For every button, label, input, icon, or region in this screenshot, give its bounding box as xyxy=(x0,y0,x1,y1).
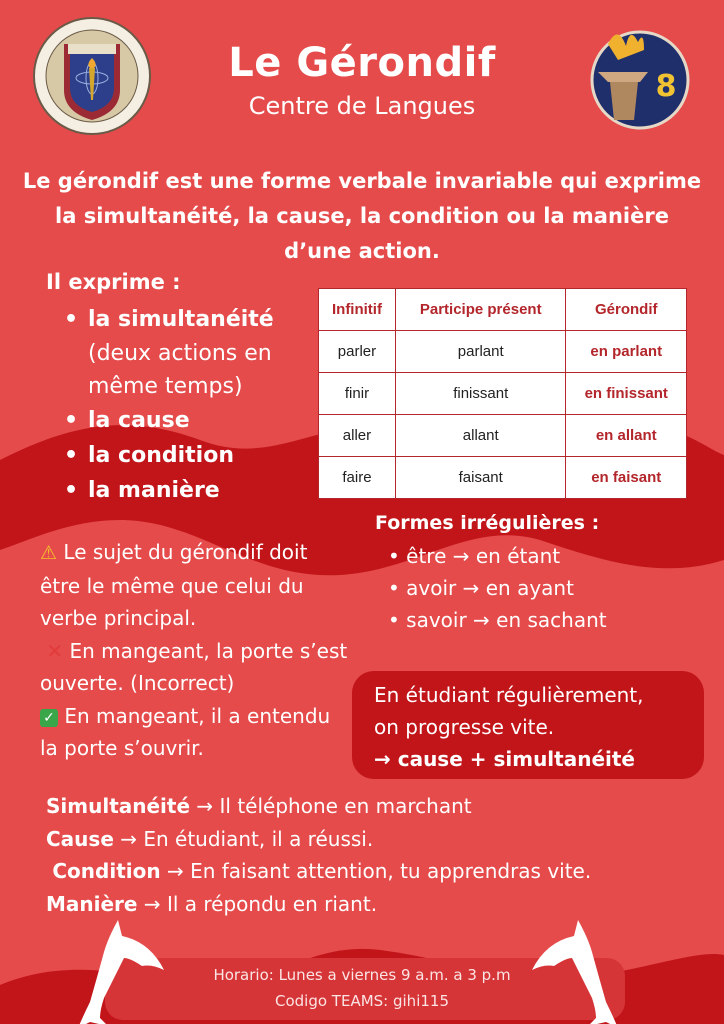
conjugation-table xyxy=(318,288,687,499)
poster-subtitle: Centre de Langues xyxy=(248,92,476,120)
usage-example xyxy=(46,823,591,856)
example-result: → cause + simultanéité xyxy=(374,747,635,771)
exprime-item xyxy=(58,403,318,438)
gerondif-cell: en parlant xyxy=(566,331,687,373)
participe-cell: allant xyxy=(395,415,566,457)
gerondif-cell: en faisant xyxy=(566,457,687,499)
right-logo-number: 8 xyxy=(655,69,677,104)
column-header: Participe présent xyxy=(395,289,566,331)
table-row xyxy=(319,331,687,373)
irregular-form-item: • savoir → en sachant xyxy=(388,604,607,636)
infinitif-cell: finir xyxy=(319,373,396,415)
column-header: Infinitif xyxy=(319,289,396,331)
example-line: En étudiant régulièrement, xyxy=(374,683,644,707)
usage-text: → En étudiant, il a réussi. xyxy=(120,826,374,851)
preparatoria-8-torch-logo xyxy=(578,16,698,136)
table-row xyxy=(319,373,687,415)
exprime-list xyxy=(58,302,318,508)
exprime-item-label: la cause xyxy=(88,408,190,433)
gerondif-cell: en finissant xyxy=(566,373,687,415)
usage-examples xyxy=(46,790,591,920)
intro-definition: Le gérondif est une forme verbale invariable qui exprime la simultanéité, la cause, la condition ou la manière d’une action. xyxy=(22,169,702,263)
exprime-item-detail: (deux actions en même temps) xyxy=(88,341,272,399)
table-row xyxy=(319,415,687,457)
usage-example xyxy=(46,888,591,921)
infinitif-cell: parler xyxy=(319,331,396,373)
rule-text: Le sujet du gérondif doit être le même que celui du verbe principal. xyxy=(40,540,308,630)
usage-text: → Il téléphone en marchant xyxy=(196,794,472,818)
teams-code-text: Codigo TEAMS: gihi115 xyxy=(275,992,449,1010)
example-line: on progresse vite. xyxy=(374,715,555,739)
poster-title: Le Gérondif xyxy=(228,40,496,86)
usage-example xyxy=(46,790,591,823)
incorrect-example: En mangeant, la porte s’est ouverte. (Incorrect) xyxy=(40,638,348,695)
irregular-forms-title: Formes irrégulières : xyxy=(375,512,600,534)
warning-icon: ⚠ xyxy=(40,542,58,564)
exprime-item-label: la simultanéité xyxy=(88,307,274,332)
correct-example: En mangeant, il a entendu la porte s’ouvrir. xyxy=(40,703,331,760)
infinitif-cell: aller xyxy=(319,415,396,457)
cross-mark-icon: ✕ xyxy=(46,638,64,663)
participe-cell: finissant xyxy=(395,373,566,415)
infinitif-cell: faire xyxy=(319,457,396,499)
usage-label: Manière xyxy=(46,891,138,916)
exprime-item-label: la manière xyxy=(88,478,220,503)
footer-info xyxy=(0,962,724,1014)
gerondif-cell: en allant xyxy=(566,415,687,457)
participe-cell: faisant xyxy=(395,457,566,499)
usage-label: Simultanéité xyxy=(46,794,191,818)
usage-label: Condition xyxy=(52,859,161,883)
exprime-item xyxy=(58,302,318,403)
schedule-text: Horario: Lunes a viernes 9 a.m. a 3 p.m xyxy=(213,966,511,984)
usage-example xyxy=(46,855,591,888)
exprime-title: Il exprime : xyxy=(46,270,181,294)
usage-text: → En faisant attention, tu apprendras vite. xyxy=(166,859,592,883)
table-row xyxy=(319,457,687,499)
irregular-form-item: • avoir → en ayant xyxy=(388,572,607,604)
exprime-item-label: la condition xyxy=(88,443,234,468)
subject-rule-note xyxy=(40,536,350,765)
usage-label: Cause xyxy=(46,826,114,851)
highlight-example-box xyxy=(352,671,704,779)
column-header: Gérondif xyxy=(566,289,687,331)
exprime-item xyxy=(58,438,318,473)
irregular-form-item: • être → en étant xyxy=(388,540,607,572)
usage-text: → Il a répondu en riant. xyxy=(143,891,378,916)
table-header-row xyxy=(319,289,687,331)
participe-cell: parlant xyxy=(395,331,566,373)
check-mark-icon: ✓ xyxy=(40,709,58,727)
irregular-forms-list xyxy=(388,540,607,636)
exprime-item xyxy=(58,473,318,508)
